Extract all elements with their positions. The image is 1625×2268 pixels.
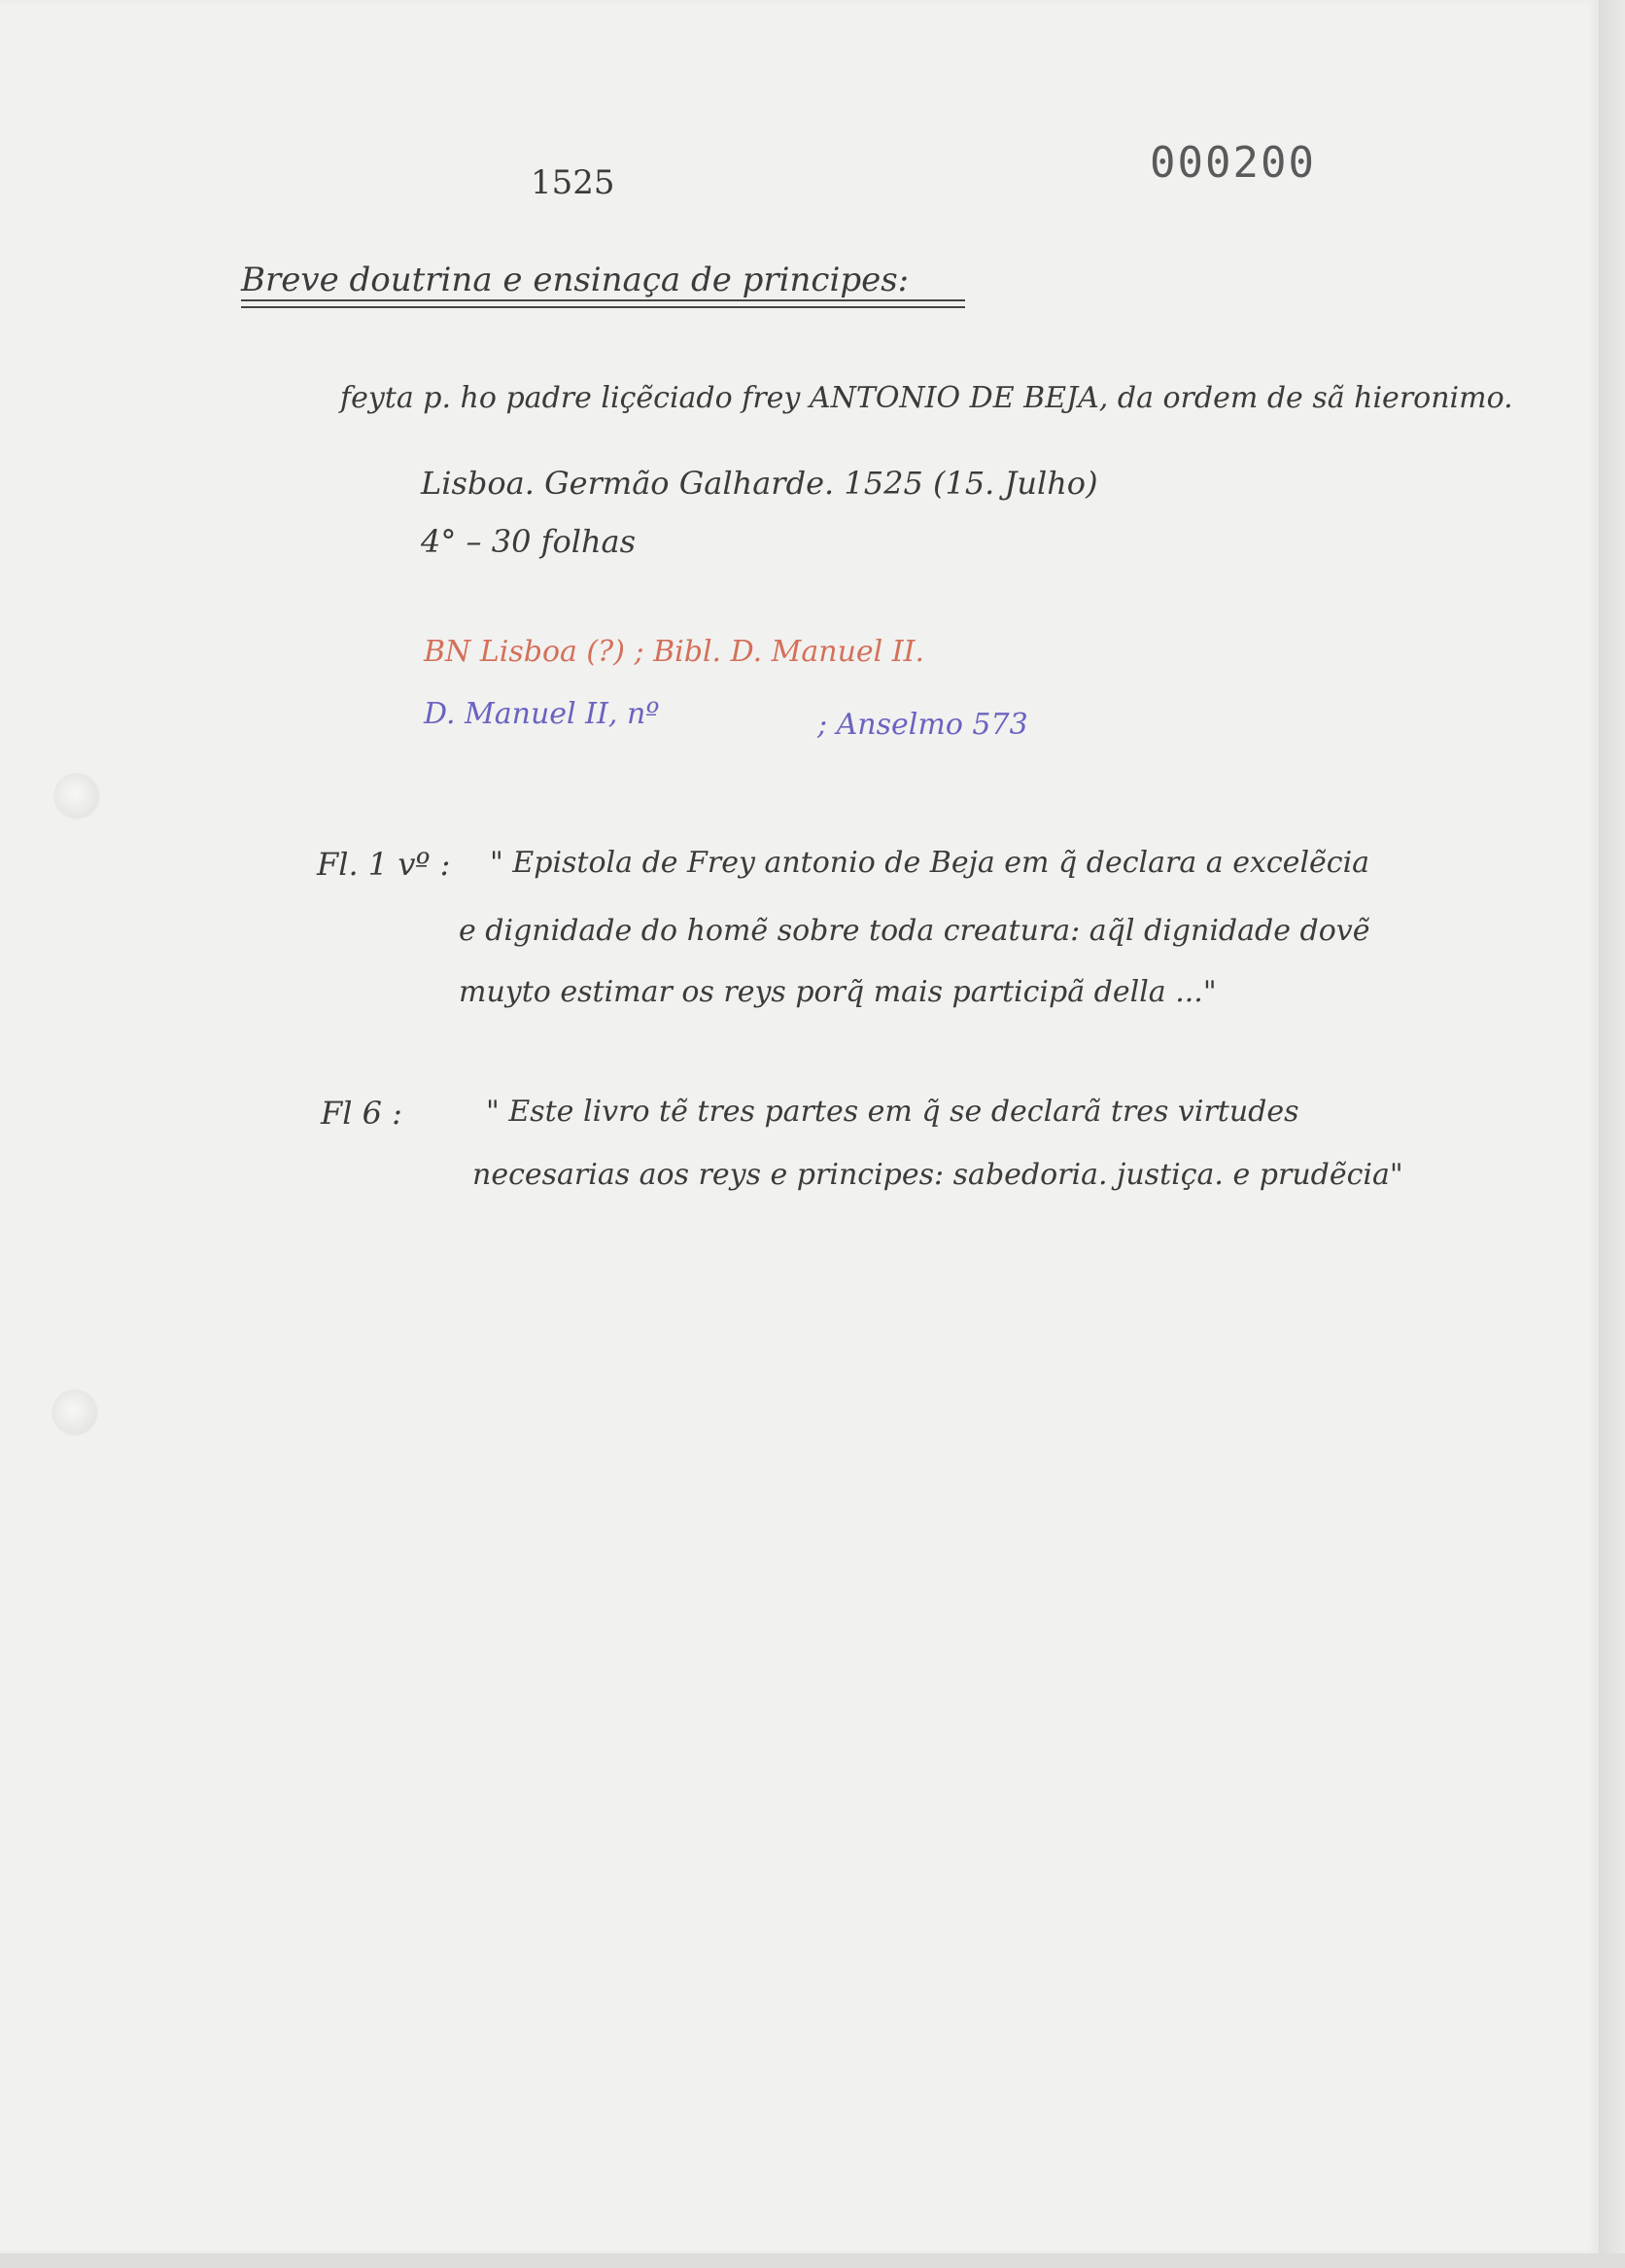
title-underline <box>241 299 965 301</box>
quote-2-folio: Fl 6 : <box>321 1095 402 1132</box>
punch-hole-bottom <box>53 1391 96 1434</box>
quote-2-line-2: necesarias aos reys e principes: sabedoria. justiça. e prudẽcia" <box>472 1158 1403 1192</box>
title-underline-double <box>241 306 965 308</box>
holdings-manuel-ref: D. Manuel II, nº <box>424 697 660 731</box>
holdings-anselmo-ref: ; Anselmo 573 <box>817 708 1028 742</box>
year-heading: 1525 <box>531 163 615 202</box>
quote-2-line-1: " Este livro tẽ tres partes em q̃ se declarã tres virtudes <box>486 1095 1299 1129</box>
page-edge-bottom <box>0 2253 1625 2268</box>
quote-1-line-1: " Epistola de Frey antonio de Beja em q̃ declara a excelẽcia <box>490 846 1370 880</box>
quote-1-folio: Fl. 1 vº : <box>317 846 451 883</box>
document-title: Breve doutrina e ensinaça de principes: <box>241 261 910 299</box>
format-line: 4° – 30 folhas <box>421 523 637 560</box>
punch-hole-top <box>55 775 98 818</box>
page-edge-right <box>1599 0 1625 2268</box>
quote-1-line-2: e dignidade do homẽ sobre toda creatura: aq̃l dignidade dovẽ <box>459 914 1370 948</box>
holdings-libraries: BN Lisboa (?) ; Bibl. D. Manuel II. <box>424 635 925 669</box>
quote-1-line-3: muyto estimar os reys porq̃ mais participã della ..." <box>459 975 1217 1009</box>
document-number: 000200 <box>1150 138 1316 188</box>
author-line: feyta p. ho padre liçẽciado frey ANTONIO DE BEJA, da ordem de sã hieronimo. <box>340 381 1513 415</box>
publication-line: Lisboa. Germão Galharde. 1525 (15. Julho) <box>421 465 1098 502</box>
